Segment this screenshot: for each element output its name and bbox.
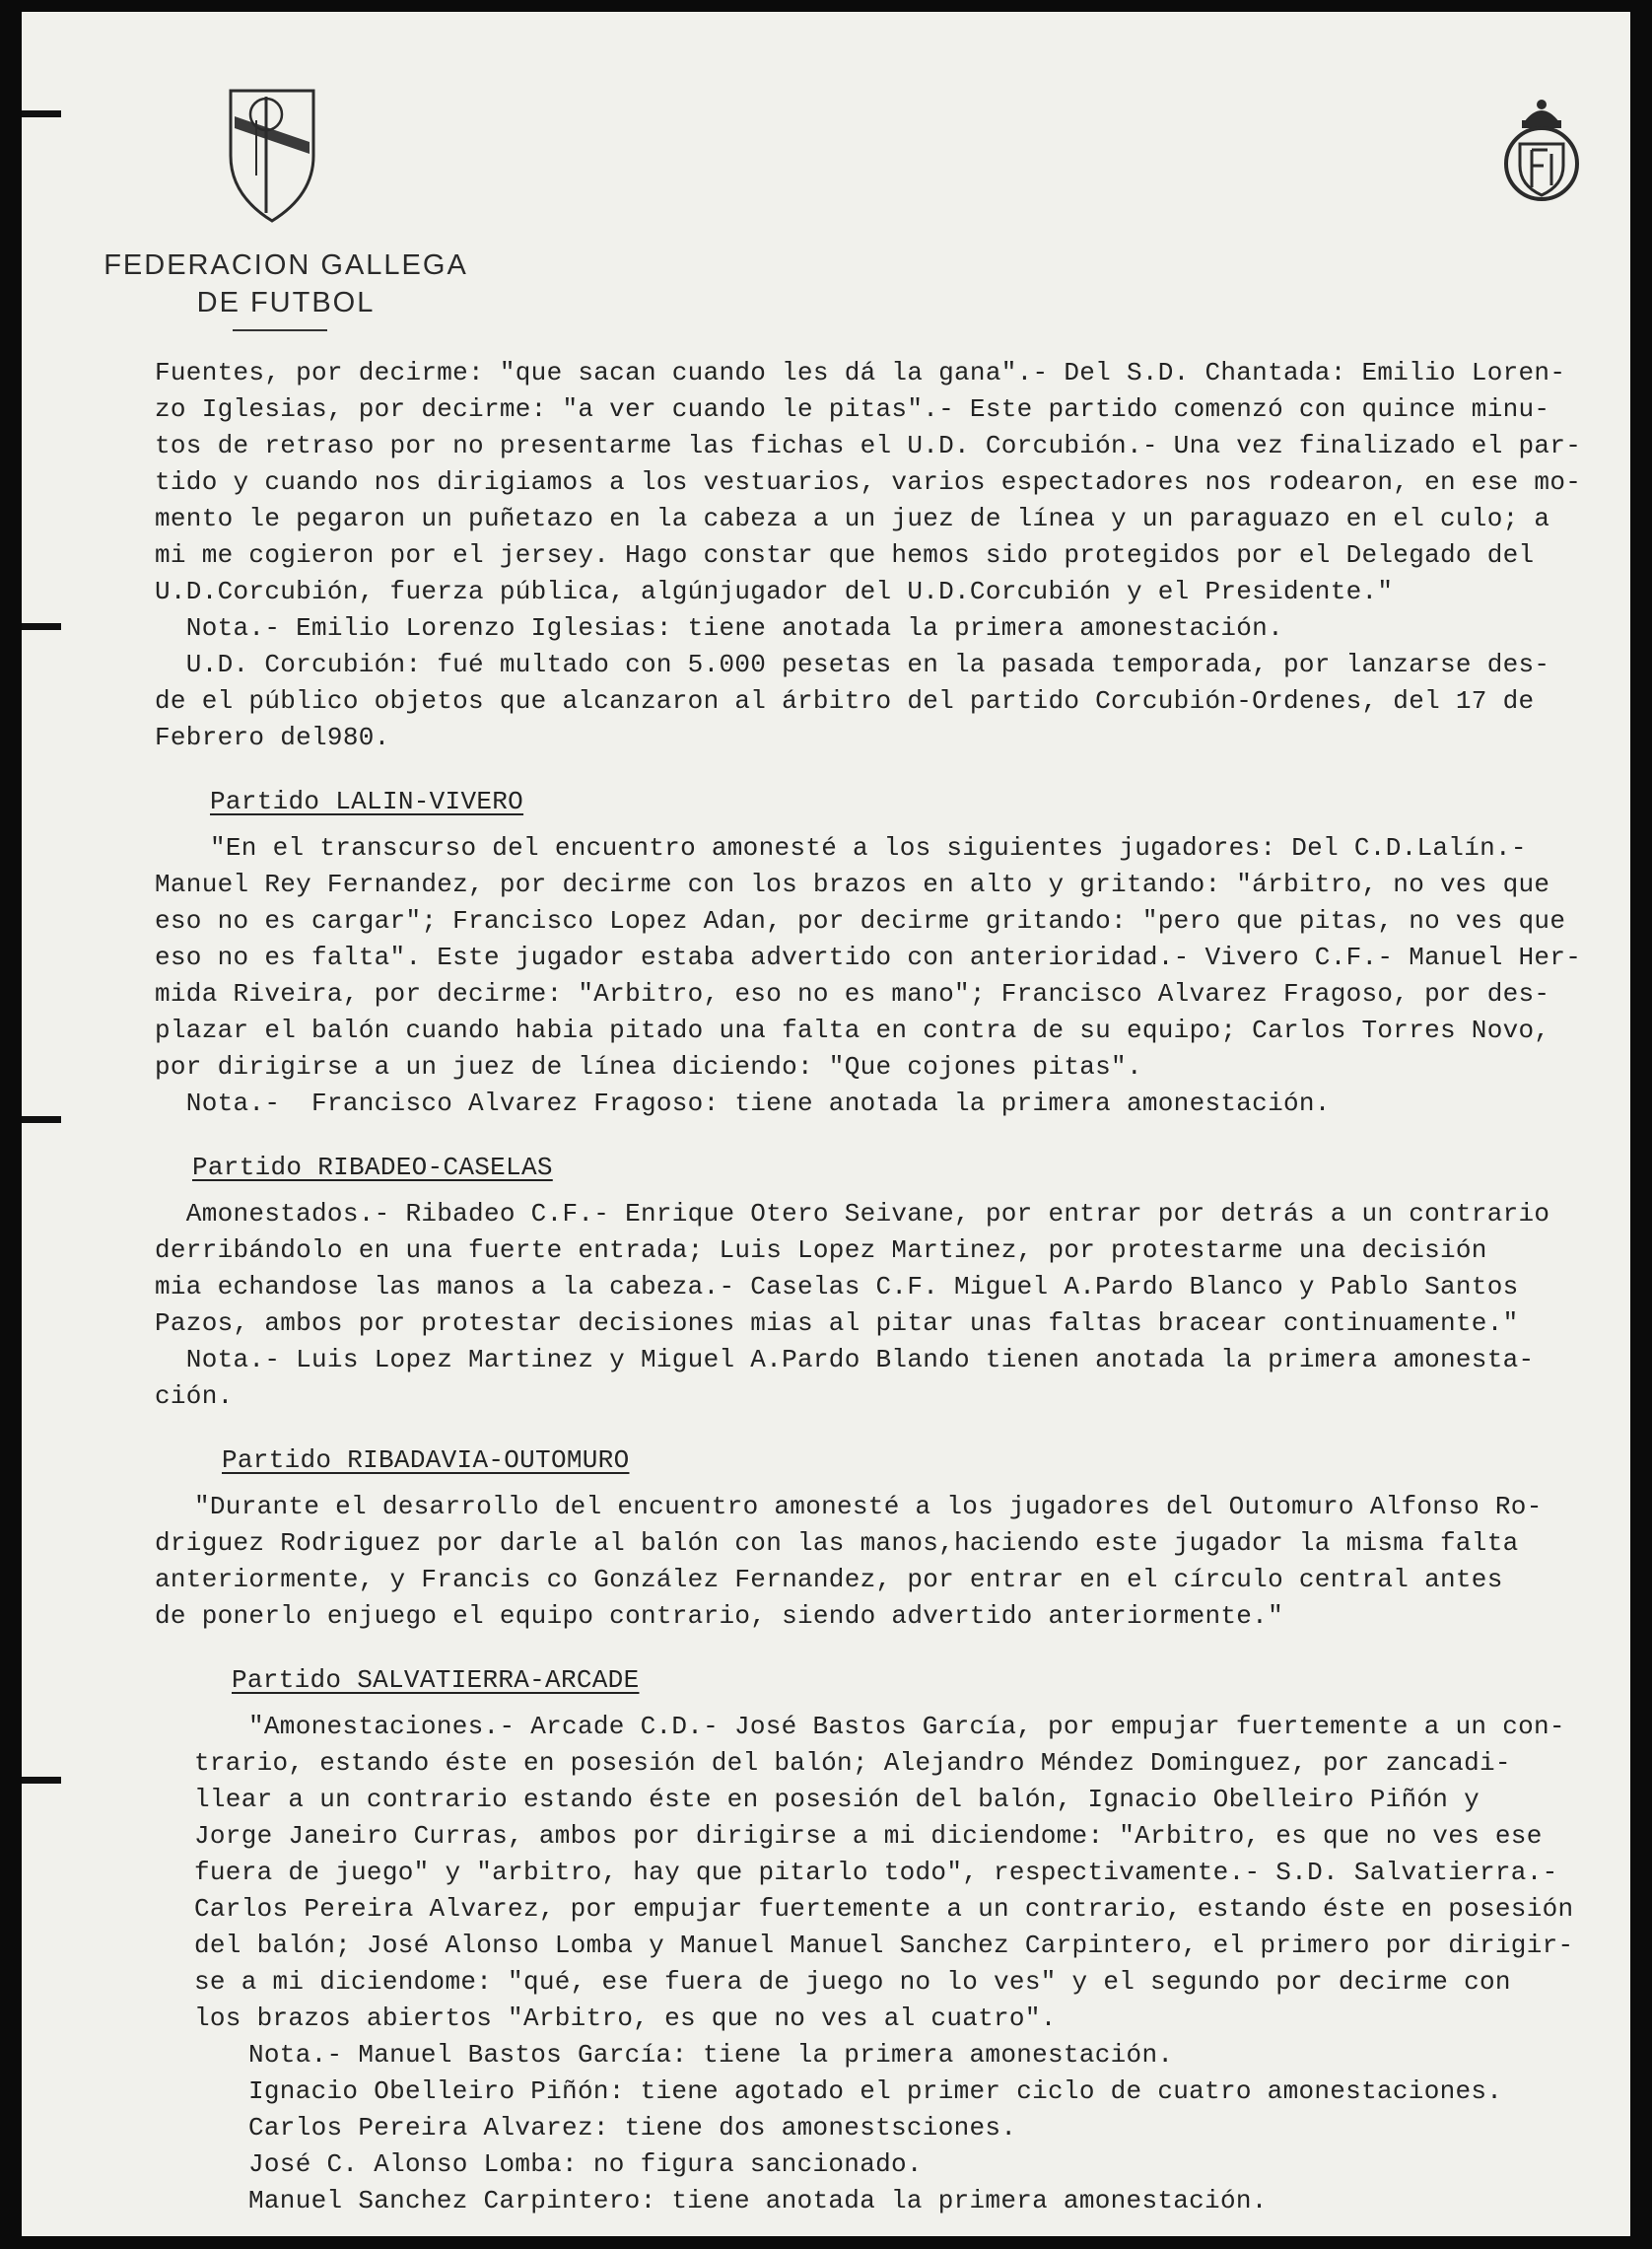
royal-federation-emblem-logo <box>1502 95 1581 205</box>
federation-crest-logo <box>227 87 317 225</box>
text-line: tido y cuando nos dirigiamos a los vestuarios, varios espectadores nos rodearon, en ese mo- <box>155 467 1582 497</box>
text-line: mia echandose las manos a la cabeza.- Caselas C.F. Miguel A.Pardo Blanco y Pablo Santos <box>155 1272 1519 1301</box>
text-line: Manuel Sanchez Carpintero: tiene anotada la primera amonestación. <box>248 2186 1268 2215</box>
text-line: "Durante el desarrollo del encuentro amonesté a los jugadores del Outomuro Alfonso Ro- <box>194 1492 1543 1521</box>
text-line: Amonestados.- Ribadeo C.F.- Enrique Otero Seivane, por entrar por detrás a un contrario <box>155 1199 1550 1229</box>
binder-hole-mark <box>22 110 61 117</box>
text-line: Nota.- Francisco Alvarez Fragoso: tiene anotada la primera amonestación. <box>155 1089 1331 1118</box>
text-line: por dirigirse a un juez de línea diciendo: "Que cojones pitas". <box>155 1052 1142 1082</box>
text-line: eso no es falta". Este jugador estaba advertido con anterioridad.- Vivero C.F.- Manuel Her- <box>155 943 1582 972</box>
match-section-ribadeo-caselas <box>155 1150 1614 1415</box>
text-line: "Amonestaciones.- Arcade C.D.- José Bastos García, por empujar fuertemente a un con- <box>248 1712 1565 1741</box>
text-line: driguez Rodriguez por darle al balón con las manos,haciendo este jugador la misma falta <box>155 1528 1519 1558</box>
text-line: eso no es cargar"; Francisco Lopez Adan, por decirme gritando: "pero que pitas, no ves que <box>155 906 1566 936</box>
text-line: se a mi diciendome: "qué, ese fuera de juego no lo ves" y el segundo por decirme con <box>194 1967 1511 1997</box>
text-line: Pazos, ambos por protestar decisiones mias al pitar unas faltas bracear continuamente." <box>155 1308 1519 1338</box>
text-line: fuera de juego" y "arbitro, hay que pitarlo todo", respectivamente.- S.D. Salvatierra.- <box>194 1858 1558 1887</box>
text-line: U.D.Corcubión, fuerza pública, algúnjugador del U.D.Corcubión y el Presidente." <box>155 577 1394 606</box>
letter-body <box>155 355 1614 2219</box>
text-line: ción. <box>155 1381 234 1411</box>
text-line: Jorge Janeiro Curras, ambos por dirigirse a mi diciendome: "Arbitro, es que no ves ese <box>194 1821 1543 1851</box>
text-line: mi me cogieron por el jersey. Hago constar que hemos sido protegidos por el Delegado del <box>155 540 1535 570</box>
text-line: Manuel Rey Fernandez, por decirme con los brazos en alto y gritando: "árbitro, no ves que <box>155 870 1550 899</box>
text-line: Nota.- Manuel Bastos García: tiene la primera amonestación. <box>248 2040 1174 2070</box>
text-line: mento le pegaron un puñetazo en la cabeza a un juez de línea y un paraguazo en el culo; a <box>155 504 1550 533</box>
text-line: anteriormente, y Francis co González Fernandez, por entrar en el círculo central antes <box>155 1565 1503 1594</box>
text-line: Ignacio Obelleiro Piñón: tiene agotado el primer ciclo de cuatro amonestaciones. <box>248 2076 1503 2106</box>
text-line: José C. Alonso Lomba: no figura sancionado. <box>248 2149 923 2179</box>
match-section-salvatierra-arcade <box>155 1662 1614 2219</box>
text-line: plazar el balón cuando habia pitado una falta en contra de su equipo; Carlos Torres Novo, <box>155 1016 1550 1045</box>
text-line: U.D. Corcubión: fué multado con 5.000 pesetas en la pasada temporada, por lanzarse des- <box>155 650 1550 679</box>
federation-name-line1: FEDERACION GALLEGA <box>103 249 468 281</box>
text-line: trario, estando éste en posesión del balón; Alejandro Méndez Dominguez, por zancadi- <box>194 1748 1511 1778</box>
binder-hole-mark <box>22 623 61 630</box>
text-line: de el público objetos que alcanzaron al árbitro del partido Corcubión-Ordenes, del 17 de <box>155 686 1535 716</box>
match-section-ribadavia-outomuro <box>155 1442 1614 1635</box>
section-heading: Partido LALIN-VIVERO <box>210 787 524 816</box>
section-heading: Partido RIBADEO-CASELAS <box>192 1153 553 1182</box>
text-line: Fuentes, por decirme: "que sacan cuando les dá la gana".- Del S.D. Chantada: Emilio Loren- <box>155 358 1566 387</box>
intro-paragraph <box>155 355 1614 756</box>
text-line: "En el transcurso del encuentro amonesté a los siguientes jugadores: Del C.D.Lalín.- <box>210 833 1527 863</box>
document-page <box>22 12 1630 2236</box>
federation-name-line2: DE FUTBOL <box>196 287 376 318</box>
federation-name <box>79 246 493 321</box>
binder-hole-mark <box>22 1777 61 1784</box>
text-line: Nota.- Luis Lopez Martinez y Miguel A.Pardo Blando tienen anotada la primera amonesta- <box>155 1345 1535 1374</box>
text-line: zo Iglesias, por decirme: "a ver cuando le pitas".- Este partido comenzó con quince minu- <box>155 394 1550 424</box>
text-line: Carlos Pereira Alvarez, por empujar fuertemente a un contrario, estando éste en posesión <box>194 1894 1574 1924</box>
section-heading: Partido SALVATIERRA-ARCADE <box>232 1665 640 1695</box>
text-line: Nota.- Emilio Lorenzo Iglesias: tiene anotada la primera amonestación. <box>155 613 1283 643</box>
match-section-lalin-vivero <box>155 784 1614 1122</box>
header-divider <box>233 329 327 331</box>
text-line: llear a un contrario estando éste en posesión del balón, Ignacio Obelleiro Piñón y <box>194 1785 1480 1814</box>
text-line: mida Riveira, por decirme: "Arbitro, eso no es mano"; Francisco Alvarez Fragoso, por des- <box>155 979 1550 1009</box>
text-line: de ponerlo enjuego el equipo contrario, siendo advertido anteriormente." <box>155 1601 1283 1631</box>
text-line: derribándolo en una fuerte entrada; Luis Lopez Martinez, por protestarme una decisión <box>155 1235 1487 1265</box>
text-line: Carlos Pereira Alvarez: tiene dos amonestsciones. <box>248 2113 1017 2143</box>
binder-hole-mark <box>22 1116 61 1123</box>
text-line: tos de retraso por no presentarme las fichas el U.D. Corcubión.- Una vez finalizado el par- <box>155 431 1582 460</box>
text-line: los brazos abiertos "Arbitro, es que no ves al cuatro". <box>194 2003 1057 2033</box>
section-heading: Partido RIBADAVIA-OUTOMURO <box>222 1445 630 1475</box>
text-line: Febrero del980. <box>155 723 390 752</box>
text-line: del balón; José Alonso Lomba y Manuel Manuel Sanchez Carpintero, el primero por dirigir- <box>194 1931 1574 1960</box>
